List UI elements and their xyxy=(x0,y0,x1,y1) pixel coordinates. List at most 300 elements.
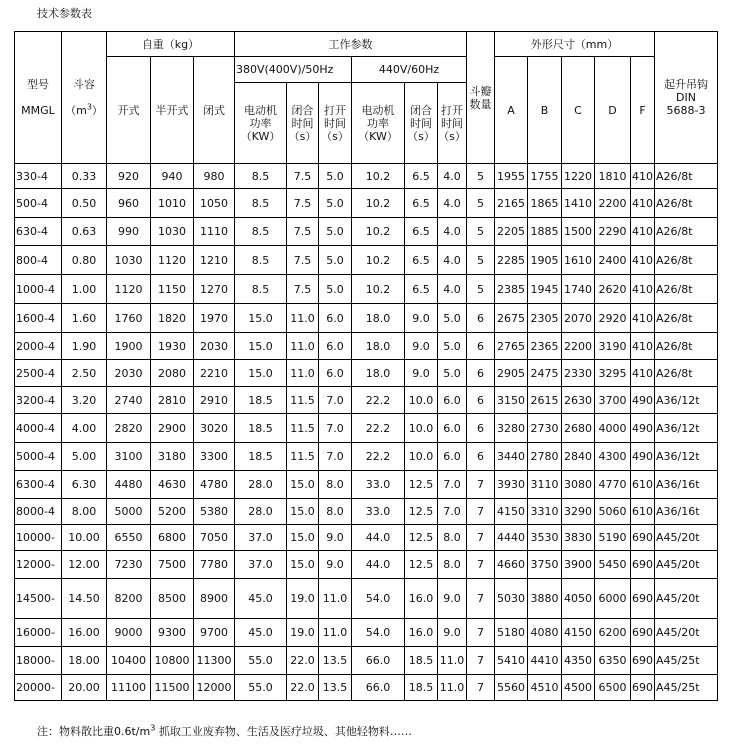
petals-cell: 7 xyxy=(467,551,495,579)
dim-d-cell: 6200 xyxy=(595,619,631,647)
dim-f-cell: 490 xyxy=(631,414,655,443)
close-time-380-cell: 22.0 xyxy=(287,675,319,701)
close-time-440-cell: 16.0 xyxy=(405,579,438,619)
capacity-header: 斗容 $(m^3)$ xyxy=(62,32,107,164)
motor-power-440-cell: 66.0 xyxy=(352,647,405,675)
open-time-380-cell: 13.5 xyxy=(319,675,352,701)
weight-semi-cell: 1120 xyxy=(151,246,194,275)
open-time-380-cell: 8.0 xyxy=(319,471,352,499)
capacity-cell: 1.00 xyxy=(62,275,107,304)
close-time-380-cell: 11.0 xyxy=(287,304,319,333)
weight-closed-cell: 7050 xyxy=(194,525,235,551)
close-time-440-cell: 6.5 xyxy=(405,164,438,189)
dim-f-cell: 690 xyxy=(631,647,655,675)
dim-c-cell: 1410 xyxy=(562,189,595,218)
weight-semi-cell: 1930 xyxy=(151,333,194,360)
dim-f-cell: 610 xyxy=(631,471,655,499)
weight-semi-cell: 2080 xyxy=(151,360,194,387)
close-time-380-cell: 7.5 xyxy=(287,246,319,275)
hook-cell: A36/12t xyxy=(655,443,718,471)
petals-cell: 5 xyxy=(467,275,495,304)
weight-closed-cell: 1110 xyxy=(194,218,235,246)
dim-a-cell: 5410 xyxy=(495,647,528,675)
open-time-440-cell: 7.0 xyxy=(438,471,467,499)
motor-power-380-cell: 28.0 xyxy=(235,471,287,499)
hook-cell: A26/8t xyxy=(655,164,718,189)
weight-open-cell: 4480 xyxy=(107,471,151,499)
dim-c-cell: 4050 xyxy=(562,579,595,619)
dim-c-cell: 2680 xyxy=(562,414,595,443)
weight-closed-cell: 4780 xyxy=(194,471,235,499)
dim-b-cell: 4410 xyxy=(528,647,562,675)
dim-b-cell: 3530 xyxy=(528,525,562,551)
dim-b-cell: 2365 xyxy=(528,333,562,360)
open-time-380-cell: 5.0 xyxy=(319,218,352,246)
model-cell: 4000-4 xyxy=(15,414,62,443)
weight-open-cell: 1760 xyxy=(107,304,151,333)
capacity-cell: 0.50 xyxy=(62,189,107,218)
close-time-380-cell: 11.5 xyxy=(287,414,319,443)
model-cell: 14500- xyxy=(15,579,62,619)
dim-f-cell: 410 xyxy=(631,333,655,360)
weight-semi-cell: 3180 xyxy=(151,443,194,471)
motor-power-440-cell: 18.0 xyxy=(352,360,405,387)
dim-a-cell: 2285 xyxy=(495,246,528,275)
close-time-440-cell: 9.0 xyxy=(405,304,438,333)
weight-open-cell: 990 xyxy=(107,218,151,246)
model-cell: 18000- xyxy=(15,647,62,675)
hook-cell: A36/12t xyxy=(655,414,718,443)
dim-c-cell: 2630 xyxy=(562,387,595,414)
spec-table-body xyxy=(15,164,718,701)
dim-a-cell: 5560 xyxy=(495,675,528,701)
dim-b-cell: 1885 xyxy=(528,218,562,246)
weight-semi-cell: 11500 xyxy=(151,675,194,701)
petals-cell: 7 xyxy=(467,471,495,499)
dim-b-cell: 4510 xyxy=(528,675,562,701)
spec-table xyxy=(14,31,718,701)
table-row xyxy=(15,304,718,333)
close-time-440-cell: 16.0 xyxy=(405,619,438,647)
close-time-380-cell: 11.5 xyxy=(287,443,319,471)
close-time-440-cell: 10.0 xyxy=(405,387,438,414)
dim-c-cell: 3290 xyxy=(562,499,595,525)
motor-power-380-cell: 15.0 xyxy=(235,333,287,360)
dim-b-header: B xyxy=(528,57,562,164)
capacity-cell: 0.33 xyxy=(62,164,107,189)
motor-power-440-cell: 54.0 xyxy=(352,619,405,647)
capacity-cell: 8.00 xyxy=(62,499,107,525)
weight-closed-cell: 1970 xyxy=(194,304,235,333)
close-time-380-cell: 11.0 xyxy=(287,360,319,387)
hook-cell: A36/16t xyxy=(655,471,718,499)
dim-a-cell: 5030 xyxy=(495,579,528,619)
dim-a-cell: 2385 xyxy=(495,275,528,304)
capacity-cell: 20.00 xyxy=(62,675,107,701)
dim-a-cell: 5180 xyxy=(495,619,528,647)
table-row xyxy=(15,387,718,414)
model-cell: 1600-4 xyxy=(15,304,62,333)
weight-semi-cell: 10800 xyxy=(151,647,194,675)
hook-cell: A36/16t xyxy=(655,499,718,525)
weight-semi-cell: 4630 xyxy=(151,471,194,499)
open-time-440-cell: 6.0 xyxy=(438,443,467,471)
dim-c-cell: 3830 xyxy=(562,525,595,551)
open-time-440-cell: 9.0 xyxy=(438,579,467,619)
dim-a-cell: 3280 xyxy=(495,414,528,443)
table-row xyxy=(15,189,718,218)
dimensions-header: 外形尺寸（mm） xyxy=(495,32,655,57)
open-time-380-cell: 5.0 xyxy=(319,164,352,189)
petals-cell: 7 xyxy=(467,499,495,525)
open-time-380-cell: 5.0 xyxy=(319,275,352,304)
close-time-440-cell: 6.5 xyxy=(405,246,438,275)
open-time-440-cell: 4.0 xyxy=(438,246,467,275)
dim-d-cell: 5190 xyxy=(595,525,631,551)
dim-c-cell: 1740 xyxy=(562,275,595,304)
dim-f-cell: 490 xyxy=(631,387,655,414)
motor-power-440-cell: 22.2 xyxy=(352,443,405,471)
table-row xyxy=(15,164,718,189)
dim-c-cell: 2330 xyxy=(562,360,595,387)
model-cell: 3200-4 xyxy=(15,387,62,414)
petals-cell: 6 xyxy=(467,414,495,443)
petals-cell: 5 xyxy=(467,246,495,275)
weight-open-cell: 7230 xyxy=(107,551,151,579)
dim-f-cell: 690 xyxy=(631,551,655,579)
weight-open-cell: 1120 xyxy=(107,275,151,304)
dim-a-cell: 1955 xyxy=(495,164,528,189)
table-row xyxy=(15,275,718,304)
dim-f-cell: 410 xyxy=(631,164,655,189)
dim-d-cell: 3700 xyxy=(595,387,631,414)
weight-open-cell: 1030 xyxy=(107,246,151,275)
open-time-380-cell: 9.0 xyxy=(319,551,352,579)
weight-semi-cell: 1150 xyxy=(151,275,194,304)
dim-b-cell: 4080 xyxy=(528,619,562,647)
weight-closed-cell: 9700 xyxy=(194,619,235,647)
weight-open-cell: 920 xyxy=(107,164,151,189)
capacity-cell: 18.00 xyxy=(62,647,107,675)
dim-f-cell: 610 xyxy=(631,499,655,525)
dim-b-cell: 2475 xyxy=(528,360,562,387)
dim-a-cell: 2205 xyxy=(495,218,528,246)
petals-header: 斗瓣 数量 xyxy=(467,32,495,164)
table-row xyxy=(15,551,718,579)
page-title: 技术参数表 xyxy=(37,7,92,20)
close-time-440-cell: 12.5 xyxy=(405,499,438,525)
hook-cell: A26/8t xyxy=(655,218,718,246)
open-time-440-header: 打开 时间 （s） xyxy=(438,83,467,164)
model-cell: 5000-4 xyxy=(15,443,62,471)
motor-power-380-cell: 15.0 xyxy=(235,304,287,333)
hook-cell: A45/20t xyxy=(655,579,718,619)
dim-b-cell: 2305 xyxy=(528,304,562,333)
weight-open-cell: 8200 xyxy=(107,579,151,619)
open-time-380-cell: 6.0 xyxy=(319,304,352,333)
petals-cell: 6 xyxy=(467,387,495,414)
capacity-cell: 16.00 xyxy=(62,619,107,647)
hook-header: 起升吊钩 DIN 5688-3 xyxy=(655,32,718,164)
motor-power-380-cell: 45.0 xyxy=(235,619,287,647)
close-time-380-cell: 22.0 xyxy=(287,647,319,675)
dim-b-cell: 2780 xyxy=(528,443,562,471)
dim-d-cell: 4300 xyxy=(595,443,631,471)
motor-power-380-cell: 37.0 xyxy=(235,525,287,551)
petals-cell: 7 xyxy=(467,525,495,551)
weight-open-cell: 960 xyxy=(107,189,151,218)
close-time-440-cell: 18.5 xyxy=(405,647,438,675)
open-time-380-cell: 7.0 xyxy=(319,414,352,443)
petals-cell: 6 xyxy=(467,333,495,360)
open-time-380-cell: 7.0 xyxy=(319,387,352,414)
v380-header: 380V(400V)/50Hz xyxy=(235,57,352,83)
hook-cell: A45/25t xyxy=(655,647,718,675)
capacity-cell: 14.50 xyxy=(62,579,107,619)
work-params-header: 工作参数 xyxy=(235,32,467,57)
dim-c-header: C xyxy=(562,57,595,164)
hook-cell: A26/8t xyxy=(655,246,718,275)
open-time-440-cell: 4.0 xyxy=(438,218,467,246)
weight-closed-cell: 1050 xyxy=(194,189,235,218)
dim-f-cell: 690 xyxy=(631,525,655,551)
dim-a-cell: 2905 xyxy=(495,360,528,387)
motor-power-380-cell: 18.5 xyxy=(235,387,287,414)
dim-a-cell: 2675 xyxy=(495,304,528,333)
dim-d-cell: 1810 xyxy=(595,164,631,189)
dim-c-cell: 2070 xyxy=(562,304,595,333)
open-time-380-cell: 7.0 xyxy=(319,443,352,471)
model-header: 型号 MMGL xyxy=(15,32,62,164)
model-cell: 20000- xyxy=(15,675,62,701)
dim-d-cell: 3295 xyxy=(595,360,631,387)
open-time-440-cell: 11.0 xyxy=(438,675,467,701)
motor-power-440-cell: 18.0 xyxy=(352,304,405,333)
weight-semi-cell: 2810 xyxy=(151,387,194,414)
close-time-440-cell: 12.5 xyxy=(405,551,438,579)
motor-power-380-cell: 45.0 xyxy=(235,579,287,619)
dim-b-cell: 1945 xyxy=(528,275,562,304)
dim-c-cell: 1500 xyxy=(562,218,595,246)
open-time-440-cell: 4.0 xyxy=(438,275,467,304)
open-time-380-cell: 13.5 xyxy=(319,647,352,675)
open-time-380-cell: 11.0 xyxy=(319,579,352,619)
weight-semi-cell: 1010 xyxy=(151,189,194,218)
dim-f-cell: 690 xyxy=(631,619,655,647)
weight-open-cell: 3100 xyxy=(107,443,151,471)
table-row xyxy=(15,525,718,551)
model-cell: 6300-4 xyxy=(15,471,62,499)
dim-a-cell: 4150 xyxy=(495,499,528,525)
motor-power-380-cell: 8.5 xyxy=(235,189,287,218)
petals-cell: 6 xyxy=(467,443,495,471)
open-time-440-cell: 8.0 xyxy=(438,551,467,579)
weight-semi-cell: 6800 xyxy=(151,525,194,551)
motor-power-440-cell: 10.2 xyxy=(352,164,405,189)
dim-a-cell: 2165 xyxy=(495,189,528,218)
dim-f-cell: 690 xyxy=(631,675,655,701)
open-time-380-cell: 8.0 xyxy=(319,499,352,525)
hook-cell: A26/8t xyxy=(655,360,718,387)
weight-closed-header: 闭式 xyxy=(194,57,235,164)
hook-cell: A45/20t xyxy=(655,551,718,579)
open-time-440-cell: 11.0 xyxy=(438,647,467,675)
dim-b-cell: 3310 xyxy=(528,499,562,525)
close-time-440-cell: 10.0 xyxy=(405,443,438,471)
dim-d-cell: 6500 xyxy=(595,675,631,701)
motor-power-440-cell: 18.0 xyxy=(352,333,405,360)
close-time-440-cell: 12.5 xyxy=(405,525,438,551)
dim-b-cell: 2615 xyxy=(528,387,562,414)
petals-cell: 5 xyxy=(467,164,495,189)
weight-closed-cell: 11300 xyxy=(194,647,235,675)
dim-c-cell: 2200 xyxy=(562,333,595,360)
dim-d-cell: 5060 xyxy=(595,499,631,525)
weight-closed-cell: 2910 xyxy=(194,387,235,414)
dim-d-cell: 4770 xyxy=(595,471,631,499)
motor-power-380-cell: 55.0 xyxy=(235,675,287,701)
weight-semi-cell: 9300 xyxy=(151,619,194,647)
motor-power-440-cell: 33.0 xyxy=(352,499,405,525)
weight-open-cell: 2820 xyxy=(107,414,151,443)
petals-cell: 7 xyxy=(467,579,495,619)
weight-closed-cell: 7780 xyxy=(194,551,235,579)
dim-d-cell: 2290 xyxy=(595,218,631,246)
weight-semi-header: 半开式 xyxy=(151,57,194,164)
dim-b-cell: 2730 xyxy=(528,414,562,443)
capacity-cell: 10.00 xyxy=(62,525,107,551)
dim-b-cell: 3880 xyxy=(528,579,562,619)
model-cell: 12000- xyxy=(15,551,62,579)
dim-a-cell: 4660 xyxy=(495,551,528,579)
dim-c-cell: 4350 xyxy=(562,647,595,675)
close-time-380-cell: 15.0 xyxy=(287,499,319,525)
weight-closed-cell: 3300 xyxy=(194,443,235,471)
dim-c-cell: 1610 xyxy=(562,246,595,275)
close-time-440-cell: 6.5 xyxy=(405,275,438,304)
weight-closed-cell: 3020 xyxy=(194,414,235,443)
table-row xyxy=(15,619,718,647)
close-time-440-cell: 10.0 xyxy=(405,414,438,443)
petals-cell: 7 xyxy=(467,619,495,647)
dim-f-cell: 410 xyxy=(631,275,655,304)
hook-cell: A26/8t xyxy=(655,333,718,360)
dim-f-cell: 690 xyxy=(631,579,655,619)
dim-f-cell: 490 xyxy=(631,443,655,471)
dim-a-cell: 3150 xyxy=(495,387,528,414)
model-cell: 10000- xyxy=(15,525,62,551)
capacity-cell: 3.20 xyxy=(62,387,107,414)
v440-header: 440V/60Hz xyxy=(352,57,467,83)
weight-open-cell: 10400 xyxy=(107,647,151,675)
dim-a-cell: 3440 xyxy=(495,443,528,471)
model-cell: 16000- xyxy=(15,619,62,647)
weight-closed-cell: 8900 xyxy=(194,579,235,619)
close-time-440-cell: 12.5 xyxy=(405,471,438,499)
capacity-cell: 2.50 xyxy=(62,360,107,387)
table-row xyxy=(15,675,718,701)
dim-d-cell: 5450 xyxy=(595,551,631,579)
motor-power-380-cell: 18.5 xyxy=(235,443,287,471)
motor-power-380-cell: 37.0 xyxy=(235,551,287,579)
open-time-380-header: 打开 时间 （s） xyxy=(319,83,352,164)
petals-cell: 5 xyxy=(467,189,495,218)
table-row xyxy=(15,246,718,275)
table-row xyxy=(15,647,718,675)
dim-d-cell: 2400 xyxy=(595,246,631,275)
open-time-440-cell: 4.0 xyxy=(438,164,467,189)
model-cell: 330-4 xyxy=(15,164,62,189)
open-time-380-cell: 5.0 xyxy=(319,189,352,218)
open-time-440-cell: 5.0 xyxy=(438,304,467,333)
weight-closed-cell: 2210 xyxy=(194,360,235,387)
motor-power-440-cell: 10.2 xyxy=(352,189,405,218)
dim-f-cell: 410 xyxy=(631,218,655,246)
weight-semi-cell: 7500 xyxy=(151,551,194,579)
table-row xyxy=(15,360,718,387)
model-cell: 500-4 xyxy=(15,189,62,218)
dim-c-cell: 4150 xyxy=(562,619,595,647)
weight-open-header: 开式 xyxy=(107,57,151,164)
petals-cell: 5 xyxy=(467,218,495,246)
dim-d-cell: 6000 xyxy=(595,579,631,619)
capacity-cell: 1.60 xyxy=(62,304,107,333)
dim-a-cell: 3930 xyxy=(495,471,528,499)
close-time-380-cell: 15.0 xyxy=(287,551,319,579)
dim-c-cell: 4500 xyxy=(562,675,595,701)
table-row xyxy=(15,579,718,619)
dim-c-cell: 3080 xyxy=(562,471,595,499)
motor-power-440-cell: 22.2 xyxy=(352,387,405,414)
weight-closed-cell: 1210 xyxy=(194,246,235,275)
open-time-440-cell: 6.0 xyxy=(438,387,467,414)
weight-semi-cell: 1030 xyxy=(151,218,194,246)
close-time-440-cell: 6.5 xyxy=(405,218,438,246)
close-time-380-header: 闭合 时间 （s） xyxy=(287,83,319,164)
model-cell: 2500-4 xyxy=(15,360,62,387)
motor-power-380-header: 电动机 功率 （KW） xyxy=(235,83,287,164)
capacity-cell: 6.30 xyxy=(62,471,107,499)
dim-d-header: D xyxy=(595,57,631,164)
motor-power-380-cell: 28.0 xyxy=(235,499,287,525)
dim-c-cell: 3900 xyxy=(562,551,595,579)
hook-cell: A36/12t xyxy=(655,387,718,414)
capacity-cell: 0.80 xyxy=(62,246,107,275)
motor-power-440-cell: 10.2 xyxy=(352,246,405,275)
weight-closed-cell: 5380 xyxy=(194,499,235,525)
model-cell: 1000-4 xyxy=(15,275,62,304)
close-time-380-cell: 11.0 xyxy=(287,333,319,360)
dim-d-cell: 3190 xyxy=(595,333,631,360)
capacity-cell: 12.00 xyxy=(62,551,107,579)
close-time-380-cell: 7.5 xyxy=(287,218,319,246)
motor-power-380-cell: 15.0 xyxy=(235,360,287,387)
dim-b-cell: 1905 xyxy=(528,246,562,275)
dim-d-cell: 6350 xyxy=(595,647,631,675)
open-time-440-cell: 8.0 xyxy=(438,525,467,551)
weight-open-cell: 9000 xyxy=(107,619,151,647)
motor-power-440-header: 电动机 功率 （KW） xyxy=(352,83,405,164)
close-time-380-cell: 19.0 xyxy=(287,619,319,647)
open-time-380-cell: 11.0 xyxy=(319,619,352,647)
weight-open-cell: 1900 xyxy=(107,333,151,360)
petals-cell: 7 xyxy=(467,647,495,675)
table-row xyxy=(15,443,718,471)
open-time-440-cell: 5.0 xyxy=(438,333,467,360)
weight-open-cell: 11100 xyxy=(107,675,151,701)
model-cell: 800-4 xyxy=(15,246,62,275)
open-time-440-cell: 6.0 xyxy=(438,414,467,443)
